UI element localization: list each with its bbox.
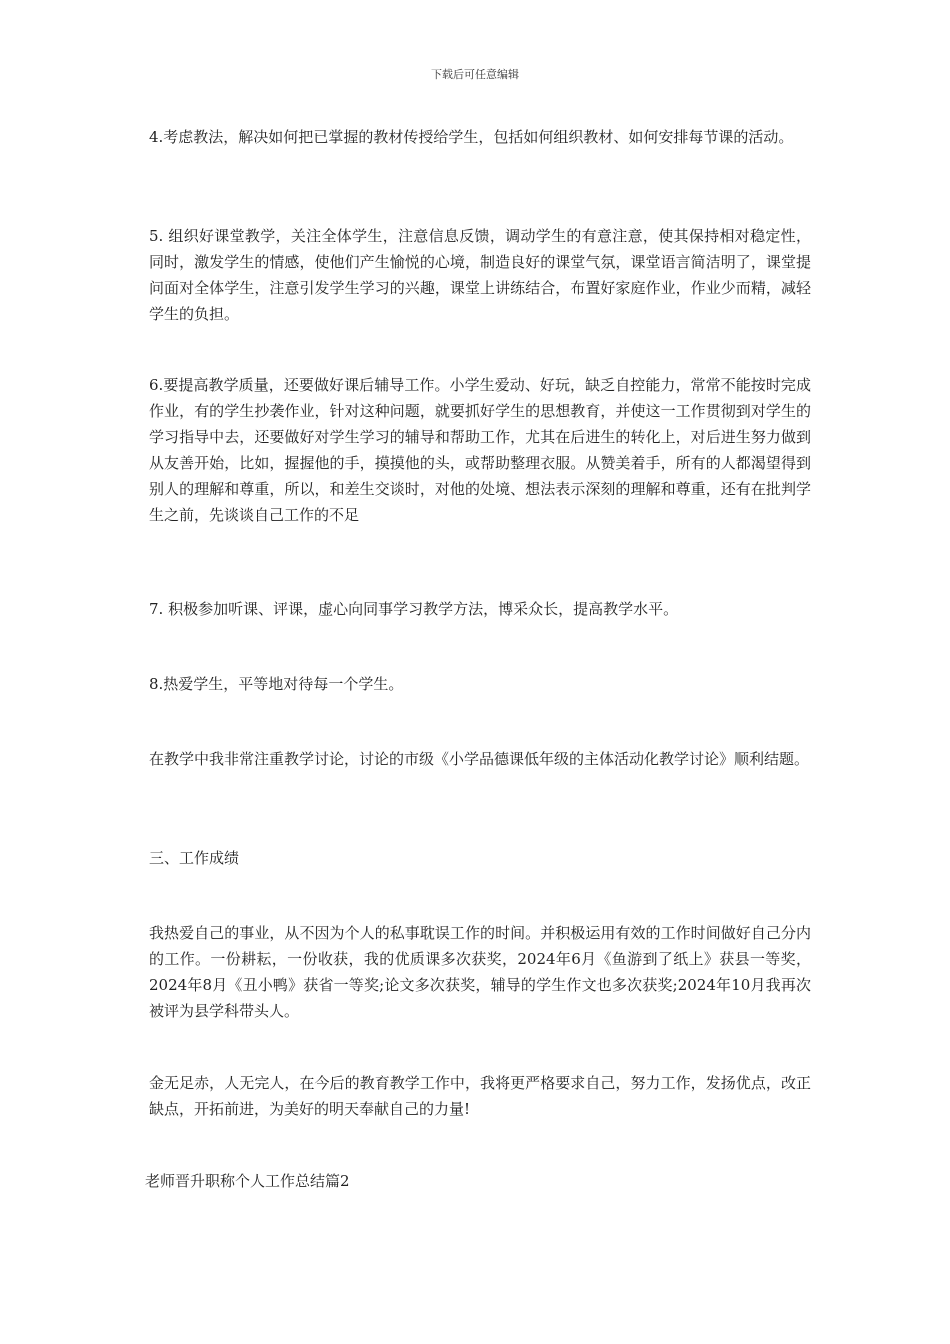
section-title-part2: 老师晋升职称个人工作总结篇2: [145, 1172, 350, 1190]
paragraph-4: 4.考虑教法，解决如何把已掌握的教材传授给学生，包括如何组织教材、如何安排每节课的活动。: [149, 128, 794, 146]
paragraph-7: 7. 积极参加听课、评课，虚心向同事学习教学方法，博采众长，提高教学水平。: [149, 600, 679, 618]
paragraph-achievements: 我热爱自己的事业，从不因为个人的私事耽误工作的时间。并积极运用有效的工作时间做好自己分内的工作。一份耕耘，一份收获，我的优质课多次获奖，2024年6月《鱼游到了纸上》获县一等奖，2024年8月《丑小鸭》获省一等奖;论文多次获奖，辅导的学生作文也多次获奖;2024年10月我再次被评为县学科带头人。: [149, 924, 811, 1020]
paragraph-8: 8.热爱学生，平等地对待每一个学生。: [149, 675, 404, 693]
paragraph-6: 6.要提高教学质量，还要做好课后辅导工作。小学生爱动、好玩，缺乏自控能力，常常不能按时完成作业，有的学生抄袭作业，针对这种问题，就要抓好学生的思想教育，并使这一工作贯彻到对学生的学习指导中去，还要做好对学生学习的辅导和帮助工作，尤其在后进生的转化上，对后进生努力做到从友善开始，比如，握握他的手，摸摸他的头，或帮助整理衣服。从赞美着手，所有的人都渴望得到别人的理解和尊重，所以，和差生交谈时，对他的处境、想法表示深刻的理解和尊重，还有在批判学生之前，先谈谈自己工作的不足: [149, 376, 811, 524]
header-note: 下载后可任意编辑: [431, 68, 519, 81]
section-heading-achievements: 三、工作成绩: [149, 849, 240, 867]
paragraph-research: 在教学中我非常注重教学讨论，讨论的市级《小学品德课低年级的主体活动化教学讨论》顺利结题。: [149, 750, 810, 768]
paragraph-conclusion: 金无足赤，人无完人，在今后的教育教学工作中，我将更严格要求自己，努力工作，发扬优点，改正缺点，开拓前进，为美好的明天奉献自己的力量!: [149, 1074, 811, 1118]
paragraph-5: 5. 组织好课堂教学，关注全体学生，注意信息反馈，调动学生的有意注意，使其保持相对稳定性，同时，激发学生的情感，使他们产生愉悦的心境，制造良好的课堂气氛，课堂语言简洁明了，课堂提问面对全体学生，注意引发学生学习的兴趣，课堂上讲练结合，布置好家庭作业，作业少而精，减轻学生的负担。: [149, 227, 811, 323]
